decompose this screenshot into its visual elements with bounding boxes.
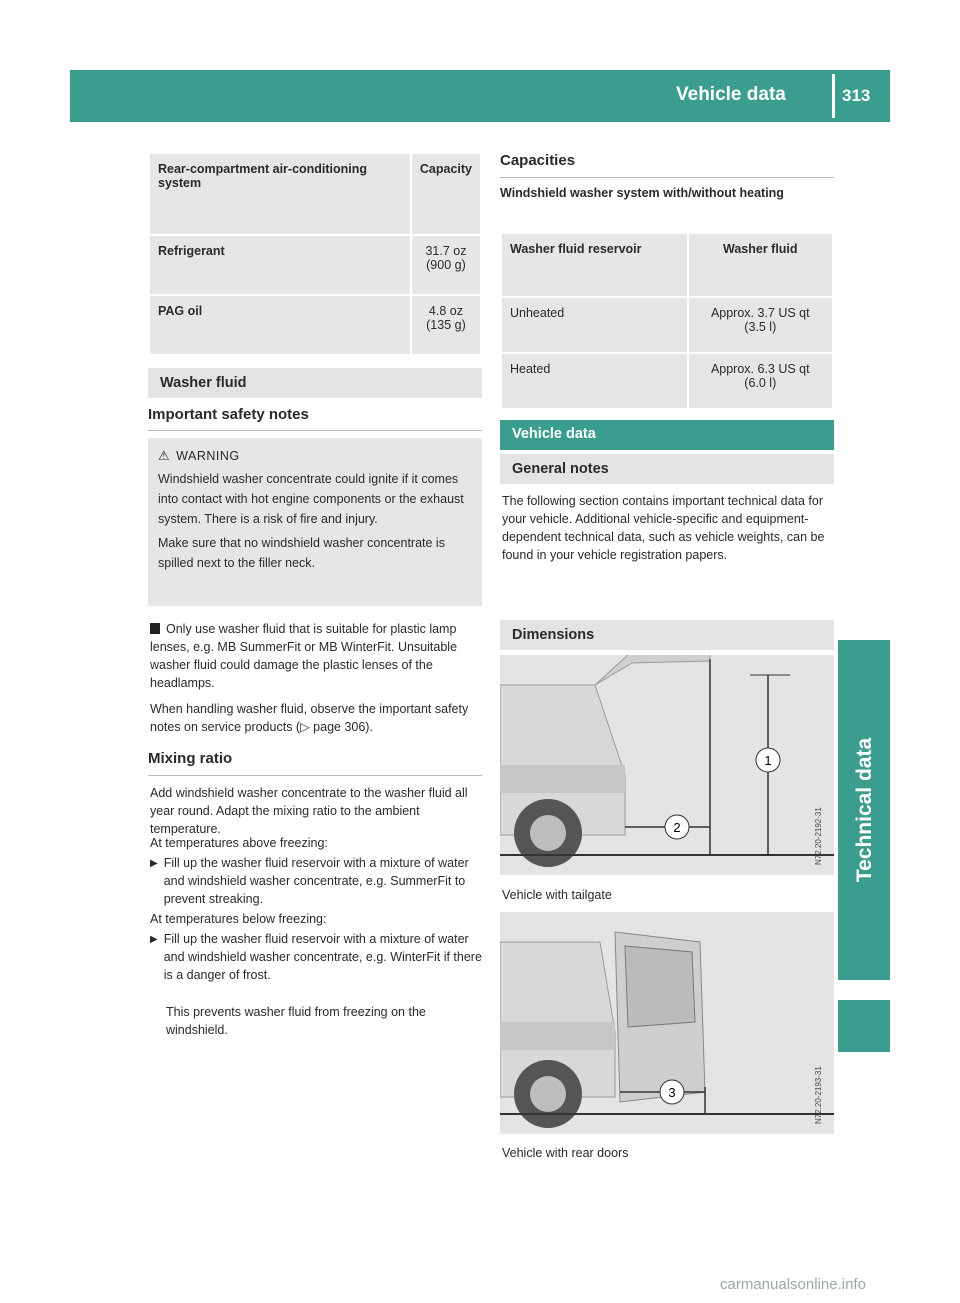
mixing-text: Add windshield washer concentrate to the washer fluid all year round. Adapt the mixing ratio to the ambient temperature. bbox=[150, 786, 468, 837]
divider bbox=[500, 177, 834, 178]
table-cell: Unheated bbox=[502, 298, 687, 352]
instruction-step bbox=[150, 930, 482, 984]
note-text: Only use washer fluid that is suitable for plastic lamp lenses, e.g. MB SummerFit or MB WinterFit. Unsuitable washer fluid could damage the plastic lenses of the headlamps. bbox=[150, 622, 458, 691]
safety-notes-heading: Important safety notes bbox=[148, 406, 309, 423]
table-header: Washer fluid reservoir bbox=[502, 234, 687, 296]
side-tab-label: Technical data bbox=[853, 737, 876, 883]
divider bbox=[148, 775, 482, 776]
general-notes-heading: General notes bbox=[500, 454, 834, 484]
callout-2: 2 bbox=[673, 820, 681, 835]
capacity-value: Approx. 3.7 US qt bbox=[710, 306, 810, 320]
divider bbox=[148, 430, 482, 431]
callout-3: 3 bbox=[668, 1085, 676, 1100]
figure-caption: Vehicle with tailgate bbox=[502, 888, 612, 902]
capacity-value-metric: (3.5 l) bbox=[744, 320, 777, 334]
capacity-value: 31.7 oz bbox=[425, 244, 467, 258]
table-cell bbox=[689, 354, 832, 408]
table-row bbox=[502, 298, 832, 352]
table-cell bbox=[412, 236, 480, 294]
header-title: Vehicle data bbox=[676, 84, 786, 105]
vehicle-tailgate-figure bbox=[500, 655, 834, 875]
table-cell bbox=[412, 296, 480, 354]
warning-title bbox=[158, 446, 472, 467]
note-icon bbox=[150, 623, 160, 634]
general-notes-text: The following section contains important technical data for your vehicle. Additional vehicle-specific and equipment-dependent technical data, such as vehicle weights, can be found in your vehicle registration papers. bbox=[502, 494, 825, 563]
instruction-step bbox=[150, 854, 482, 908]
warning-action: Make sure that no windshield washer concentrate is spilled next to the filler neck. bbox=[158, 535, 445, 570]
figure-code: N72.20-2192-31 bbox=[814, 807, 823, 865]
rear-ac-capacity-table bbox=[148, 152, 482, 356]
washer-capacity-table bbox=[500, 232, 834, 410]
dimensions-heading: Dimensions bbox=[500, 620, 834, 650]
header-separator bbox=[832, 74, 835, 118]
table-cell: Heated bbox=[502, 354, 687, 408]
capacity-value-metric: (6.0 l) bbox=[744, 376, 777, 390]
warning-triangle-icon: ⚠ bbox=[158, 448, 171, 463]
table-header: Washer fluid bbox=[689, 234, 832, 296]
step-text: Fill up the washer fluid reservoir with a mixture of water and windshield washer concentrate, e.g. WinterFit if there is a danger of frost. bbox=[163, 932, 482, 983]
warning-box bbox=[148, 438, 482, 606]
table-row bbox=[502, 354, 832, 408]
vehicle-rear-doors-illustration bbox=[500, 912, 834, 1134]
warning-text: Windshield washer concentrate could ignite if it comes into contact with hot engine components or the exhaust system. There is a risk of fire and injury. bbox=[158, 471, 464, 526]
capacities-heading: Capacities bbox=[500, 152, 576, 169]
figure-caption: Vehicle with rear doors bbox=[502, 1146, 629, 1160]
table-header: Capacity bbox=[412, 154, 480, 234]
handling-text: When handling washer fluid, observe the important safety notes on service products (▷ page 306). bbox=[150, 702, 469, 735]
arrow-icon: ▶ bbox=[150, 858, 158, 869]
warning-label: WARNING bbox=[176, 449, 240, 463]
below-freezing-label: At temperatures below freezing: bbox=[150, 912, 327, 926]
page-number: 313 bbox=[842, 86, 871, 105]
capacity-value: 4.8 oz bbox=[428, 304, 463, 318]
table-row bbox=[150, 296, 480, 354]
callout-1: 1 bbox=[764, 753, 772, 768]
side-tab-marker bbox=[838, 1000, 890, 1052]
capacities-subheading: Windshield washer system with/without heating bbox=[500, 186, 784, 200]
figure-code: N72.20-2193-31 bbox=[814, 1066, 823, 1124]
vehicle-data-heading: Vehicle data bbox=[500, 420, 834, 450]
arrow-icon: ▶ bbox=[150, 934, 158, 945]
watermark: carmanualsonline.info bbox=[720, 1276, 866, 1293]
capacity-value: Approx. 6.3 US qt bbox=[710, 362, 810, 376]
vehicle-rear-doors-figure bbox=[500, 912, 834, 1134]
table-cell: Refrigerant bbox=[150, 236, 410, 294]
table-row bbox=[150, 236, 480, 294]
table-cell: PAG oil bbox=[150, 296, 410, 354]
vehicle-tailgate-illustration bbox=[500, 655, 834, 875]
above-freezing-label: At temperatures above freezing: bbox=[150, 836, 328, 850]
note-paragraph bbox=[150, 620, 482, 693]
table-header: Rear-compartment air-conditioning system bbox=[150, 154, 410, 234]
washer-fluid-heading: Washer fluid bbox=[148, 368, 482, 398]
result-text: This prevents washer fluid from freezing on the windshield. bbox=[166, 1005, 426, 1038]
table-cell bbox=[689, 298, 832, 352]
capacity-value-metric: (135 g) bbox=[426, 318, 466, 332]
step-text: Fill up the washer fluid reservoir with a mixture of water and windshield washer concentrate, e.g. SummerFit to prevent streaking. bbox=[163, 856, 469, 907]
capacity-value-metric: (900 g) bbox=[426, 258, 466, 272]
mixing-ratio-heading: Mixing ratio bbox=[148, 750, 233, 767]
